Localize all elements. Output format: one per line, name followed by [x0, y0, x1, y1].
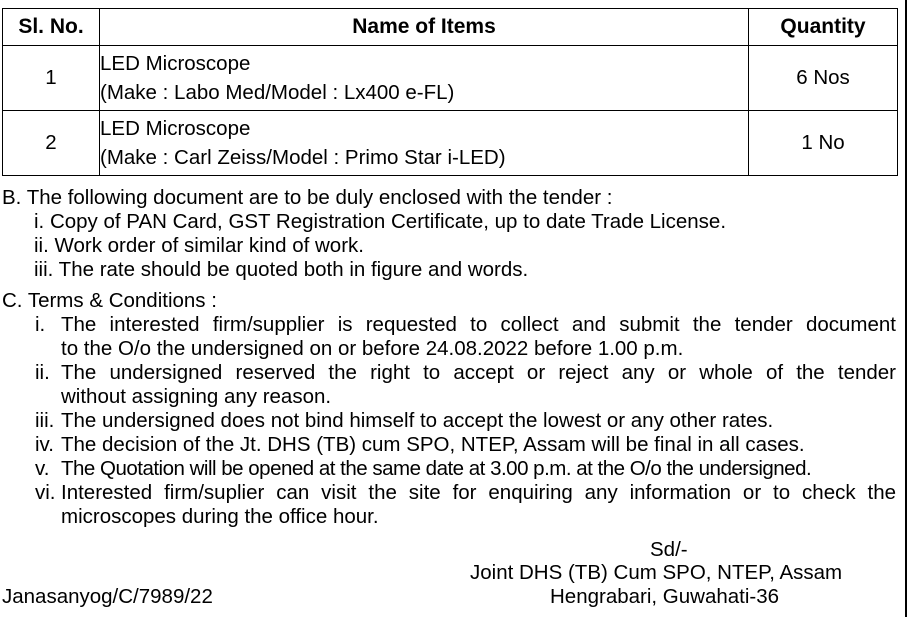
terms-item-number: ii.	[35, 361, 50, 384]
items-table	[2, 8, 898, 176]
row-quantity: 6 Nos	[749, 46, 898, 111]
item-name: LED Microscope	[100, 52, 251, 75]
signature-title: Joint DHS (TB) Cum SPO, NTEP, Assam	[470, 561, 843, 584]
row-item-name	[100, 111, 749, 176]
row-sl-no: 1	[3, 46, 100, 111]
row-quantity: 1 No	[749, 111, 898, 176]
header-sl-no: Sl. No.	[3, 9, 100, 46]
terms-item-line: The interested firm/supplier is requested to collect and submit the tender document	[61, 313, 896, 336]
header-quantity: Quantity	[749, 9, 898, 46]
terms-item-line: The undersigned reserved the right to accept or reject any or whole of the tender	[61, 361, 896, 384]
header-name-of-items: Name of Items	[100, 9, 749, 46]
section-b-item: i. Copy of PAN Card, GST Registration Certificate, up to date Trade License.	[34, 210, 727, 233]
item-make: (Make : Labo Med/Model : Lx400 e-FL)	[100, 81, 455, 104]
table-row	[3, 111, 898, 176]
terms-item-line: to the O/o the undersigned on or before 24.08.2022 before 1.00 p.m.	[61, 337, 684, 360]
signature-sd: Sd/-	[650, 538, 688, 561]
item-make: (Make : Carl Zeiss/Model : Primo Star i-LED)	[100, 146, 506, 169]
signature-address: Hengrabari, Guwahati-36	[550, 585, 780, 608]
terms-item-number: v.	[35, 457, 50, 480]
row-sl-no: 2	[3, 111, 100, 176]
terms-item-line: The undersigned does not bind himself to accept the lowest or any other rates.	[61, 409, 774, 432]
section-b-item: ii. Work order of similar kind of work.	[34, 234, 364, 257]
terms-item-line: The Quotation will be opened at the same date at 3.00 p.m. at the O/o the undersigned.	[61, 457, 812, 480]
section-b-item: iii. The rate should be quoted both in figure and words.	[34, 258, 529, 281]
item-name: LED Microscope	[100, 117, 251, 140]
table-header-row	[3, 9, 898, 46]
table-row	[3, 46, 898, 111]
page-edge-rule	[905, 0, 907, 617]
terms-item-line: Interested firm/suplier can visit the site for enquiring any information or to check the	[61, 481, 896, 504]
section-b-heading: B. The following document are to be duly enclosed with the tender :	[2, 186, 613, 209]
terms-item-number: vi.	[35, 481, 56, 504]
terms-item-line: The decision of the Jt. DHS (TB) cum SPO, NTEP, Assam will be final in all cases.	[61, 433, 805, 456]
section-c-heading: C. Terms & Conditions :	[2, 289, 217, 312]
terms-item-number: i.	[35, 313, 46, 336]
reference-number: Janasanyog/C/7989/22	[2, 585, 213, 608]
terms-item-line: without assigning any reason.	[61, 385, 332, 408]
terms-item-number: iv.	[35, 433, 54, 456]
row-item-name	[100, 46, 749, 111]
terms-item-number: iii.	[35, 409, 55, 432]
terms-item-line: microscopes during the office hour.	[61, 505, 379, 528]
